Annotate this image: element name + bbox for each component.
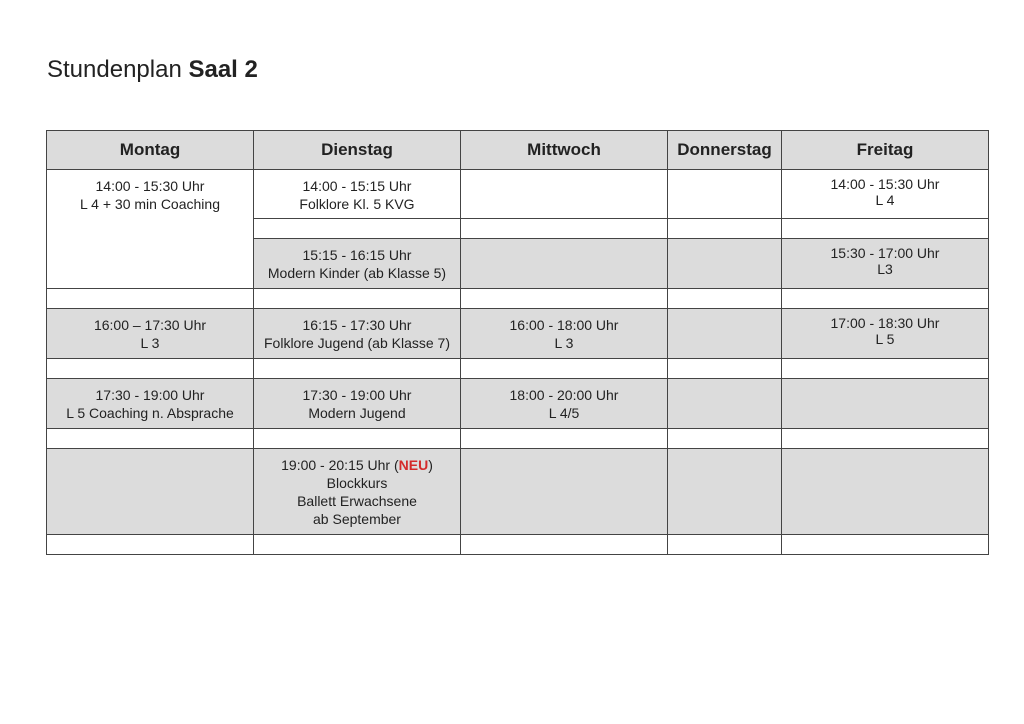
slot-time: 17:00 - 18:30 Uhr bbox=[830, 315, 940, 331]
cell-empty bbox=[782, 429, 989, 449]
cell-donnerstag-empty bbox=[668, 239, 782, 289]
cell-dienstag-4 bbox=[254, 379, 461, 429]
slot-time: 16:00 – 17:30 Uhr bbox=[93, 317, 207, 333]
cell-empty bbox=[782, 535, 989, 555]
slot-desc: L 5 Coaching n. Absprache bbox=[66, 405, 234, 421]
cell-mittwoch-1 bbox=[461, 309, 668, 359]
slot-time: 16:15 - 17:30 Uhr bbox=[302, 317, 412, 333]
slot-desc: Ballett Erwachsene bbox=[297, 493, 417, 509]
slot-time: 15:30 - 17:00 Uhr bbox=[830, 245, 940, 261]
slot-desc: L3 bbox=[877, 261, 893, 277]
table-row-gap bbox=[47, 359, 989, 379]
cell-dienstag-1 bbox=[254, 170, 461, 219]
cell-empty bbox=[782, 359, 989, 379]
slot-desc: L 3 bbox=[140, 335, 160, 351]
cell-montag-empty bbox=[47, 449, 254, 535]
cell-empty bbox=[254, 359, 461, 379]
table-row bbox=[47, 449, 989, 535]
slot-time: 15:15 - 16:15 Uhr bbox=[302, 247, 412, 263]
title-room: Saal 2 bbox=[188, 56, 258, 83]
day-header-freitag: Freitag bbox=[782, 131, 989, 170]
schedule-table bbox=[46, 130, 989, 555]
cell-donnerstag-empty bbox=[668, 170, 782, 219]
slot-time: 17:30 - 19:00 Uhr bbox=[95, 387, 205, 403]
cell-mittwoch-2 bbox=[461, 379, 668, 429]
cell-empty bbox=[47, 359, 254, 379]
cell-empty bbox=[47, 429, 254, 449]
cell-empty bbox=[461, 219, 668, 239]
cell-donnerstag-empty bbox=[668, 379, 782, 429]
cell-dienstag-2 bbox=[254, 239, 461, 289]
table-row bbox=[47, 379, 989, 429]
cell-dienstag-5 bbox=[254, 449, 461, 535]
cell-empty bbox=[461, 289, 668, 309]
cell-empty bbox=[254, 289, 461, 309]
cell-empty bbox=[668, 535, 782, 555]
table-row-gap bbox=[47, 289, 989, 309]
cell-montag-3 bbox=[47, 379, 254, 429]
cell-mittwoch-empty bbox=[461, 449, 668, 535]
page-title bbox=[47, 56, 258, 84]
cell-montag-1 bbox=[47, 170, 254, 289]
cell-empty bbox=[668, 219, 782, 239]
new-badge: NEU bbox=[398, 457, 429, 473]
slot-desc: L 4/5 bbox=[548, 405, 580, 421]
cell-freitag-3 bbox=[782, 309, 989, 359]
slot-time: 18:00 - 20:00 Uhr bbox=[509, 387, 619, 403]
slot-time: 14:00 - 15:30 Uhr bbox=[95, 178, 205, 194]
day-header-montag: Montag bbox=[47, 131, 254, 170]
cell-empty bbox=[254, 535, 461, 555]
slot-desc: L 4 bbox=[875, 192, 895, 208]
cell-mittwoch-empty bbox=[461, 170, 668, 219]
cell-freitag-empty bbox=[782, 379, 989, 429]
day-header-dienstag: Dienstag bbox=[254, 131, 461, 170]
day-header-mittwoch: Mittwoch bbox=[461, 131, 668, 170]
cell-empty bbox=[782, 219, 989, 239]
cell-mittwoch-empty bbox=[461, 239, 668, 289]
slot-desc: Folklore Kl. 5 KVG bbox=[299, 196, 415, 212]
cell-empty bbox=[47, 289, 254, 309]
cell-empty bbox=[254, 219, 461, 239]
cell-donnerstag-empty bbox=[668, 449, 782, 535]
cell-empty bbox=[461, 535, 668, 555]
cell-donnerstag-empty bbox=[668, 309, 782, 359]
slot-desc: ab September bbox=[313, 511, 401, 527]
slot-time: 17:30 - 19:00 Uhr bbox=[302, 387, 412, 403]
cell-dienstag-3 bbox=[254, 309, 461, 359]
cell-empty bbox=[668, 429, 782, 449]
slot-time-text: 19:00 - 20:15 Uhr ( bbox=[281, 457, 399, 473]
slot-desc: Modern Kinder (ab Klasse 5) bbox=[267, 265, 447, 281]
slot-desc: L 4 + 30 min Coaching bbox=[80, 196, 220, 212]
cell-empty bbox=[461, 429, 668, 449]
table-row-gap bbox=[47, 429, 989, 449]
slot-desc: Modern Jugend bbox=[308, 405, 406, 421]
slot-time: 14:00 - 15:30 Uhr bbox=[830, 176, 940, 192]
header-row bbox=[47, 131, 989, 170]
slot-time-close: ) bbox=[428, 457, 433, 473]
table-row bbox=[47, 309, 989, 359]
cell-montag-2 bbox=[47, 309, 254, 359]
slot-desc: L 3 bbox=[554, 335, 574, 351]
table-row bbox=[47, 170, 989, 219]
day-header-donnerstag: Donnerstag bbox=[668, 131, 782, 170]
slot-time: 14:00 - 15:15 Uhr bbox=[302, 178, 412, 194]
slot-time: 16:00 - 18:00 Uhr bbox=[509, 317, 619, 333]
cell-freitag-1 bbox=[782, 170, 989, 219]
cell-empty bbox=[668, 289, 782, 309]
cell-freitag-empty bbox=[782, 449, 989, 535]
slot-time bbox=[254, 456, 460, 474]
cell-freitag-2 bbox=[782, 239, 989, 289]
cell-empty bbox=[782, 289, 989, 309]
slot-desc: Folklore Jugend (ab Klasse 7) bbox=[264, 335, 450, 351]
slot-desc: L 5 bbox=[875, 331, 895, 347]
cell-empty bbox=[254, 429, 461, 449]
cell-empty bbox=[461, 359, 668, 379]
title-main: Stundenplan bbox=[47, 56, 182, 83]
slot-desc: Blockkurs bbox=[326, 475, 388, 491]
cell-empty bbox=[668, 359, 782, 379]
table-row-gap bbox=[47, 535, 989, 555]
cell-empty bbox=[47, 535, 254, 555]
